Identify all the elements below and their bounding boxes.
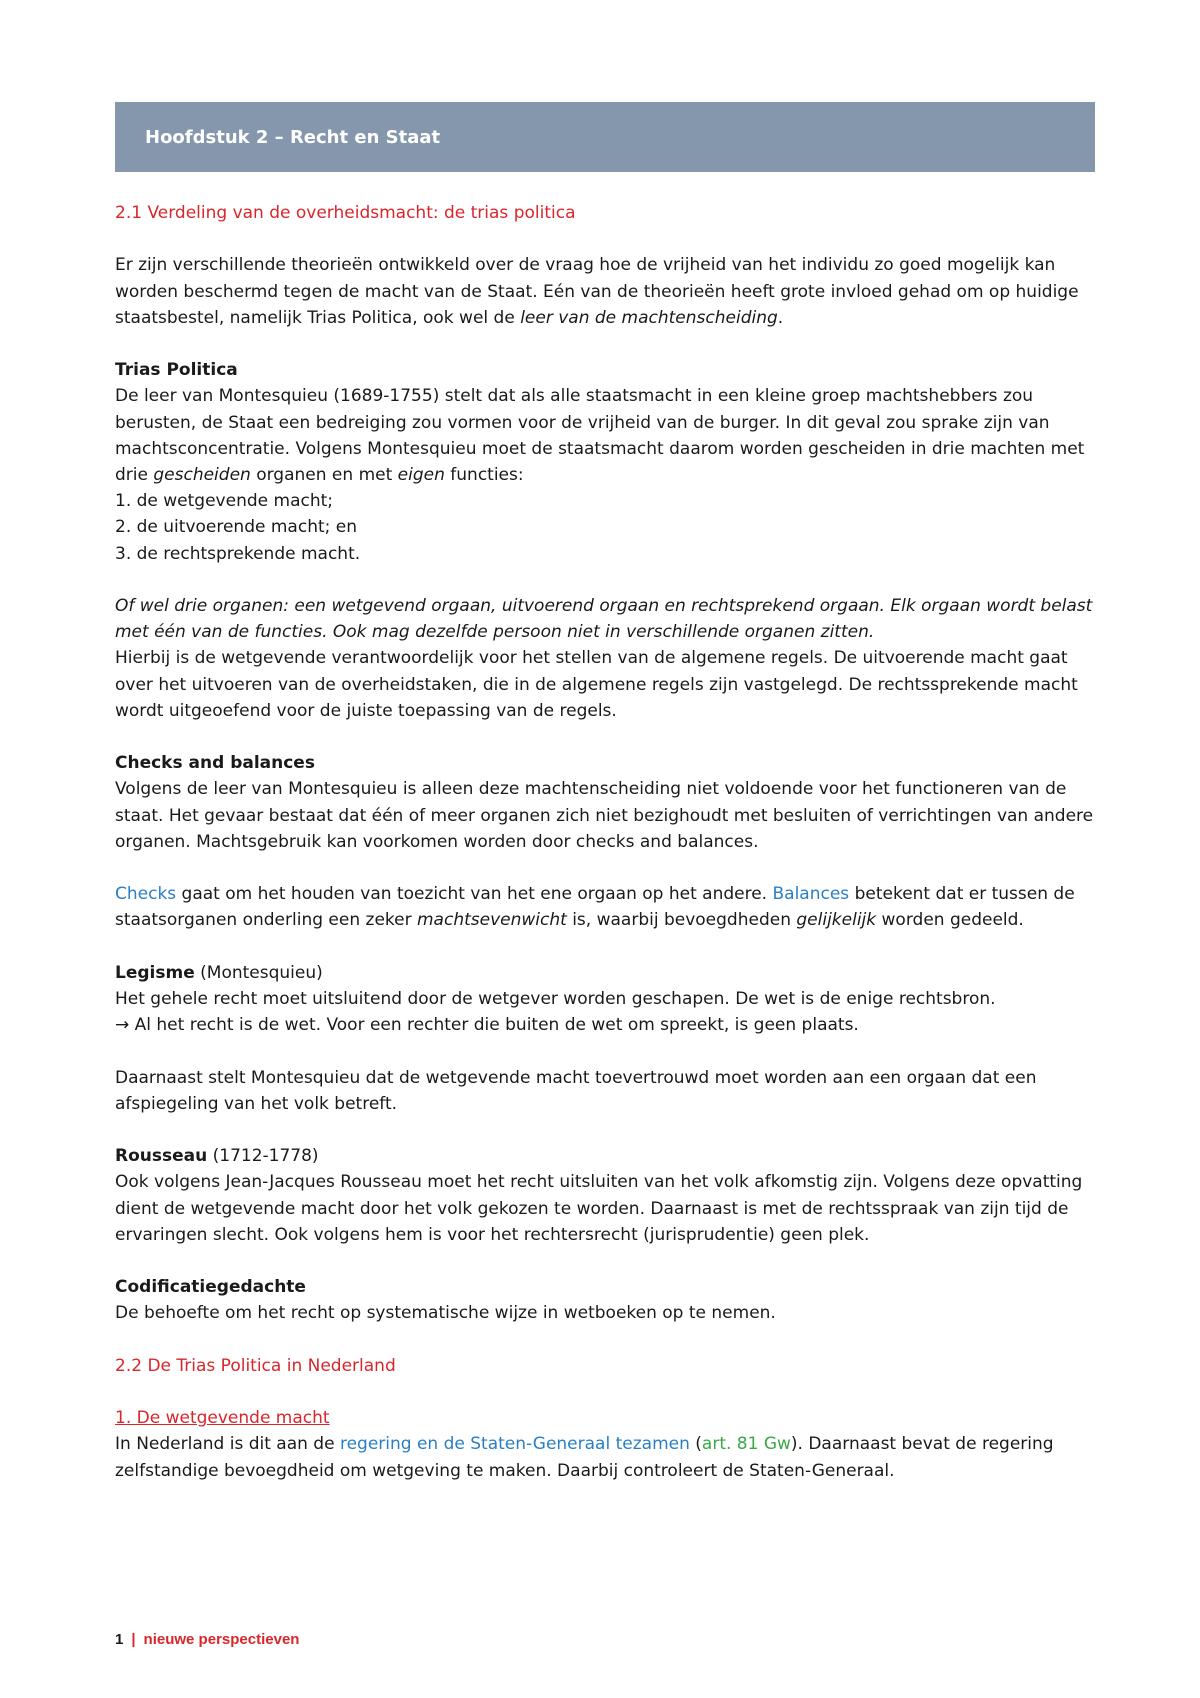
legisme-subtitle: (Montesquieu) [194, 962, 323, 983]
rousseau-subtitle: (1712-1778) [207, 1146, 319, 1167]
page-number: 1 [115, 1631, 124, 1648]
trias-block [115, 357, 1095, 567]
trias-italic-1: gescheiden [153, 465, 251, 485]
trias-title: Trias Politica [115, 360, 238, 381]
balances-def-text-2: is, waarbij bevoegdheden [566, 910, 797, 931]
checks-text: Volgens de leer van Montesquieu is alleen deze machtenscheiding niet voldoende voor het functioneren van de staat. Het gevaar bestaat dat één of meer organen zich niet bezighoudt met besluiten of verrichtingen van andere organen. Machtsgebruik kan voorkomen worden door checks and balances. [115, 779, 1094, 852]
codificatie-block [115, 1274, 1095, 1326]
rousseau-title: Rousseau [115, 1146, 208, 1167]
intro-end: . [777, 307, 784, 328]
trias-text: De leer van Montesquieu (1689-1755) stelt dat als alle staatsmacht in een kleine groep machtshebbers zou berusten, de Staat een bedreiging zou vormen voor de vrijheid van de burger. In dit geval zou sprake zijn van machtsconcentratie. Volgens Montesquieu moet de staatsmacht daarom worden gescheiden in drie machten met drie [115, 386, 1085, 485]
wetgevende-text-end: ). Daarnaast bevat de regering zelfstandige bevoegdheid om wetgeving te maken. Daarbij controleert de Staten-Generaal. [115, 1434, 1054, 1481]
list-item: 2. de uitvoerende macht; en [115, 517, 357, 538]
regering-term: regering en de Staten-Generaal tezamen [339, 1434, 690, 1455]
arrow-icon: → [115, 1015, 130, 1036]
footer-separator: | [131, 1631, 136, 1648]
chapter-title: Hoofdstuk 2 – Recht en Staat [145, 126, 441, 148]
checks-def-text: gaat om het houden van toezicht van het ene orgaan op het andere. [176, 884, 773, 905]
balances-def-text: betekent dat er tussen de staatsorganen onderling een zeker [115, 884, 1075, 931]
trias-text-end: functies: [444, 465, 524, 485]
balances-def-end: worden gedeeld. [876, 910, 1024, 931]
list-item: 1. de wetgevende macht; [115, 491, 333, 512]
trias-italic-2: eigen [397, 465, 445, 485]
codificatie-title: Codificatiegedachte [115, 1277, 306, 1298]
gelijkelijk-term: gelijkelijk [796, 910, 877, 931]
trias-rest: Hierbij is de wetgevende verantwoordelijk voor het stellen van de algemene regels. De uitvoerende macht gaat over het uitvoeren van de overheidstaken, die in de algemene regels zijn vastgelegd. De rechtssprekende macht wordt uitgeoefend voor de juiste toepassing van de regels. [115, 648, 1078, 721]
intro-italic-term: leer van de machtenscheiding [520, 307, 778, 328]
trias-italic-paragraph: Of wel drie organen: een wetgevend orgaan, uitvoerend orgaan en rechtsprekend orgaan. Elk orgaan wordt belast met één van de functies. Ook mag dezelfde persoon niet in verschillende organen zitten. [115, 596, 1093, 643]
legisme-block [115, 960, 1095, 1039]
article-reference: art. 81 Gw [701, 1434, 791, 1455]
legisme-paragraph-2: Daarnaast stelt Montesquieu dat de wetgevende macht toevertrouwd moet worden aan een orgaan dat een afspiegeling van het volk betreft. [115, 1067, 1037, 1114]
footer-brand: nieuwe perspectieven [143, 1631, 300, 1648]
page-footer [115, 1631, 299, 1648]
trias-text-mid: organen en met [250, 465, 398, 485]
legisme-line-2: Al het recht is de wet. Voor een rechter die buiten de wet om spreekt, is geen plaats. [129, 1015, 859, 1036]
checks-title: Checks and balances [115, 753, 315, 774]
checks-block [115, 750, 1095, 855]
intro-text: Er zijn verschillende theorieën ontwikkeld over de vraag hoe de vrijheid van het individu zo goed mogelijk kan worden beschermd tegen de macht van de Staat. Eén van de theorieën heeft grote invloed gehad om op huidige staatsbestel, namelijk Trias Politica, ook wel de [115, 255, 1079, 328]
intro-paragraph [115, 252, 1095, 331]
machtsevenwicht-term: machtsevenwicht [417, 910, 567, 931]
wetgevende-block [115, 1405, 1095, 1484]
paren-open: ( [689, 1434, 702, 1455]
section-heading-2-1: 2.1 Verdeling van de overheidsmacht: de trias politica [115, 203, 576, 223]
document-body [115, 200, 1095, 1510]
legisme-title: Legisme [115, 962, 195, 983]
list-item: 3. de rechtsprekende macht. [115, 543, 361, 564]
checks-term: Checks [115, 884, 177, 905]
trias-explanation [115, 593, 1095, 724]
checks-definition [115, 881, 1095, 933]
rousseau-text: Ook volgens Jean-Jacques Rousseau moet het recht uitsluiten van het volk afkomstig zijn. Volgens deze opvatting dient de wetgevende macht door het volk gekozen te worden. Daarnaast is met de rechtsspraak van zijn tijd de ervaringen slecht. Ook volgens hem is voor het rechtersrecht (jurisprudentie) geen plek. [115, 1172, 1083, 1245]
rousseau-block [115, 1143, 1095, 1248]
wetgevende-text: In Nederland is dit aan de [115, 1434, 340, 1455]
legisme-line-1: Het gehele recht moet uitsluitend door de wetgever worden geschapen. De wet is de enige rechtsbron. [115, 989, 996, 1009]
codificatie-text: De behoefte om het recht op systematische wijze in wetboeken op te nemen. [115, 1303, 776, 1324]
chapter-banner [115, 102, 1095, 172]
balances-term: Balances [772, 884, 850, 905]
wetgevende-subheading: 1. De wetgevende macht [115, 1408, 330, 1429]
section-heading-2-2: 2.2 De Trias Politica in Nederland [115, 1355, 396, 1376]
